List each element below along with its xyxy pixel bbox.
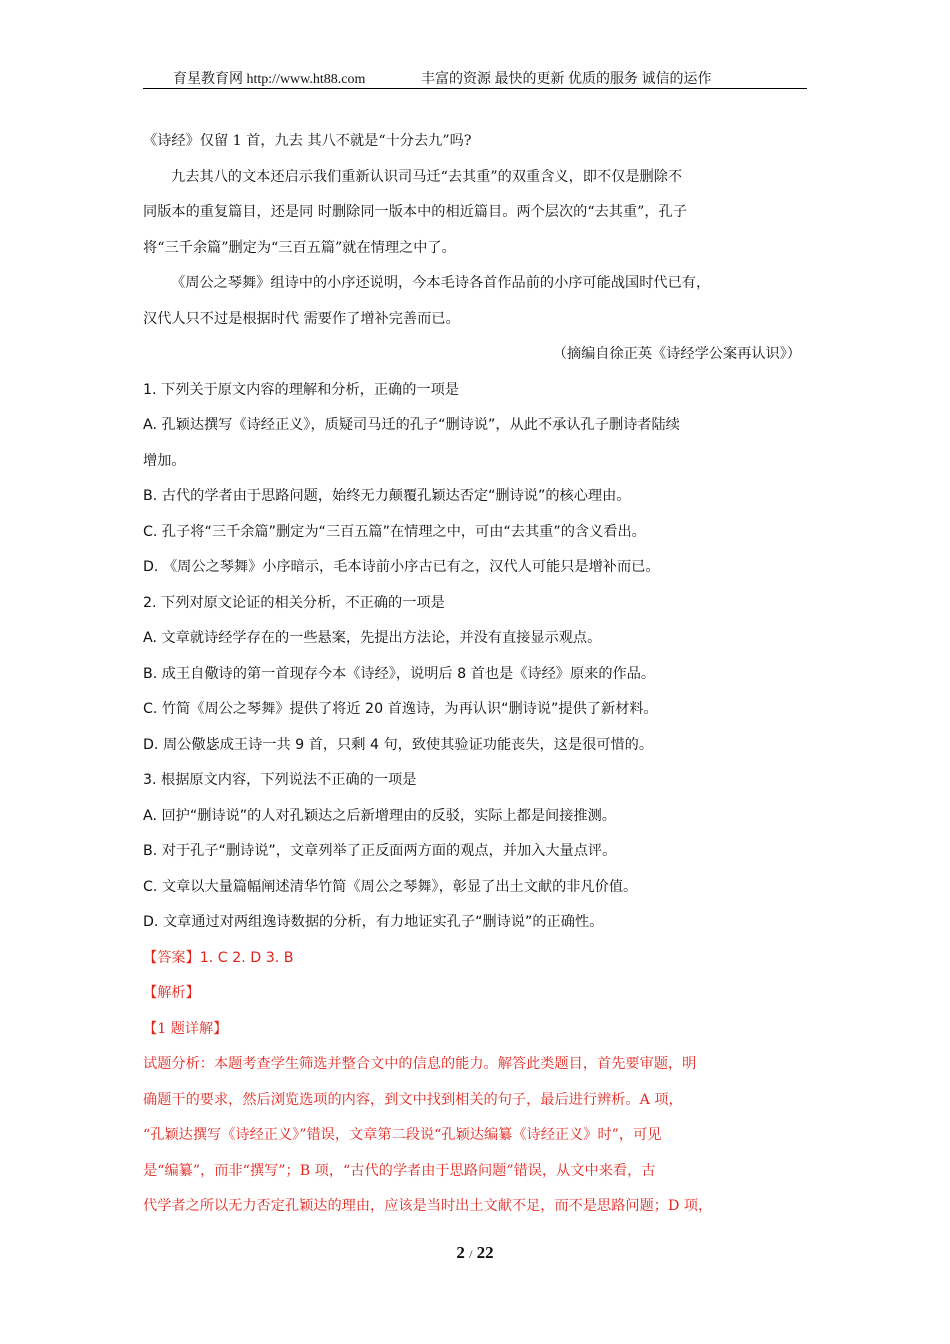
page-header	[143, 66, 807, 89]
answer-value: 1. C 2. D 3. B	[199, 949, 294, 966]
header-site: 育星教育网 http://www.ht88.com	[173, 72, 366, 87]
detail-line: 是“编纂”，而非“撰写”；B 项，“古代的学者由于思路问题”错误，从文中来看，古	[143, 1162, 656, 1179]
body-line: 《诗经》仅留 1 首，九去 其八不就是“十分去九”吗?	[143, 133, 472, 149]
question-1-option-c: C. 孔子将“三千余篇”删定为“三百五篇”在情理之中，可由“去其重”的含义看出。	[143, 523, 646, 540]
detail-line: 代学者之所以无力否定孔颖达的理由，应该是当时出土文献不足，而不是思路问题；D 项，	[143, 1198, 713, 1214]
question-2-option-b: B. 成王自儆诗的第一首现存今本《诗经》，说明后 8 首也是《诗经》原来的作品。	[143, 665, 656, 682]
answer-label: 【答案】	[143, 949, 200, 966]
document-body	[143, 124, 807, 1225]
body-line: 九去其八的文本还启示我们重新认识司马迁“去其重”的双重含义，即不仅是删除不	[171, 168, 683, 185]
question-3-stem: 3. 根据原文内容，下列说法不正确的一项是	[143, 772, 417, 788]
answer-line	[143, 941, 807, 977]
question-1-stem: 1. 下列关于原文内容的理解和分析，正确的一项是	[143, 381, 459, 398]
page-number	[0, 1243, 950, 1263]
source-citation: （摘编自徐正英《诗经学公案再认识》）	[552, 346, 801, 362]
question-2-option-c: C. 竹简《周公之琴舞》提供了将近 20 首逸诗，为再认识“删诗说”提供了新材料。	[143, 701, 658, 717]
current-page: 2	[456, 1243, 465, 1262]
question-3-option-b: B. 对于孔子“删诗说”，文章列举了正反面两方面的观点，并加入大量点评。	[143, 843, 617, 859]
question-2-option-d: D. 周公儆毖成王诗一共 9 首，只剩 4 句，致使其验证功能丧失，这是很可惜的。	[143, 736, 654, 753]
body-line: 同版本的重复篇目，还是同 时删除同一版本中的相近篇目。两个层次的“去其重”，孔子	[143, 204, 687, 220]
question-3-option-c: C. 文章以大量篇幅阐述清华竹简《周公之琴舞》，彰显了出土文献的非凡价值。	[143, 878, 638, 895]
question-3-option-d: D. 文章通过对两组逸诗数据的分析，有力地证实孔子“删诗说”的正确性。	[143, 914, 604, 930]
question-1-option-a-cont: 增加。	[143, 452, 186, 469]
total-pages: 22	[476, 1243, 494, 1262]
detail-line: 试题分析：本题考查学生筛选并整合文中的信息的能力。解答此类题目，首先要审题，明	[143, 1056, 697, 1072]
header-slogan: 丰富的资源 最快的更新 优质的服务 诚信的运作	[421, 72, 712, 87]
question-1-option-d: D. 《周公之琴舞》小序暗示，毛本诗前小序古已有之，汉代人可能只是增补而已。	[143, 559, 660, 575]
detail-line: “孔颖达撰写《诗经正义》”错误，文章第二段说“孔颖达编纂《诗经正义》时”，可见	[143, 1127, 662, 1143]
body-line: 将“三千余篇”删定为“三百五篇”就在情理之中了。	[143, 239, 456, 256]
question-3-option-a: A. 回护“删诗说”的人对孔颖达之后新增理由的反驳，实际上都是间接推测。	[143, 807, 616, 824]
question-2-stem: 2. 下列对原文论证的相关分析，不正确的一项是	[143, 594, 445, 611]
body-line: 汉代人只不过是根据时代 需要作了增补完善而已。	[143, 310, 460, 327]
question-1-option-b: B. 古代的学者由于思路问题，始终无力颠覆孔颖达否定“删诗说”的核心理由。	[143, 488, 631, 504]
body-line: 《周公之琴舞》组诗中的小序还说明，今本毛诗各首作品前的小序可能战国时代已有，	[171, 275, 711, 291]
detail-label: 【1 题详解】	[143, 1020, 228, 1037]
analysis-label: 【解析】	[143, 985, 200, 1001]
page-separator: /	[469, 1247, 473, 1261]
question-1-option-a: A. 孔颖达撰写《诗经正义》，质疑司马迁的孔子“删诗说”，从此不承认孔子删诗者陆续	[143, 417, 680, 433]
detail-line: 确题干的要求，然后浏览选项的内容，到文中找到相关的句子，最后进行辨析。A 项，	[143, 1091, 683, 1108]
question-2-option-a: A. 文章就诗经学存在的一些悬案，先提出方法论，并没有直接显示观点。	[143, 630, 602, 646]
